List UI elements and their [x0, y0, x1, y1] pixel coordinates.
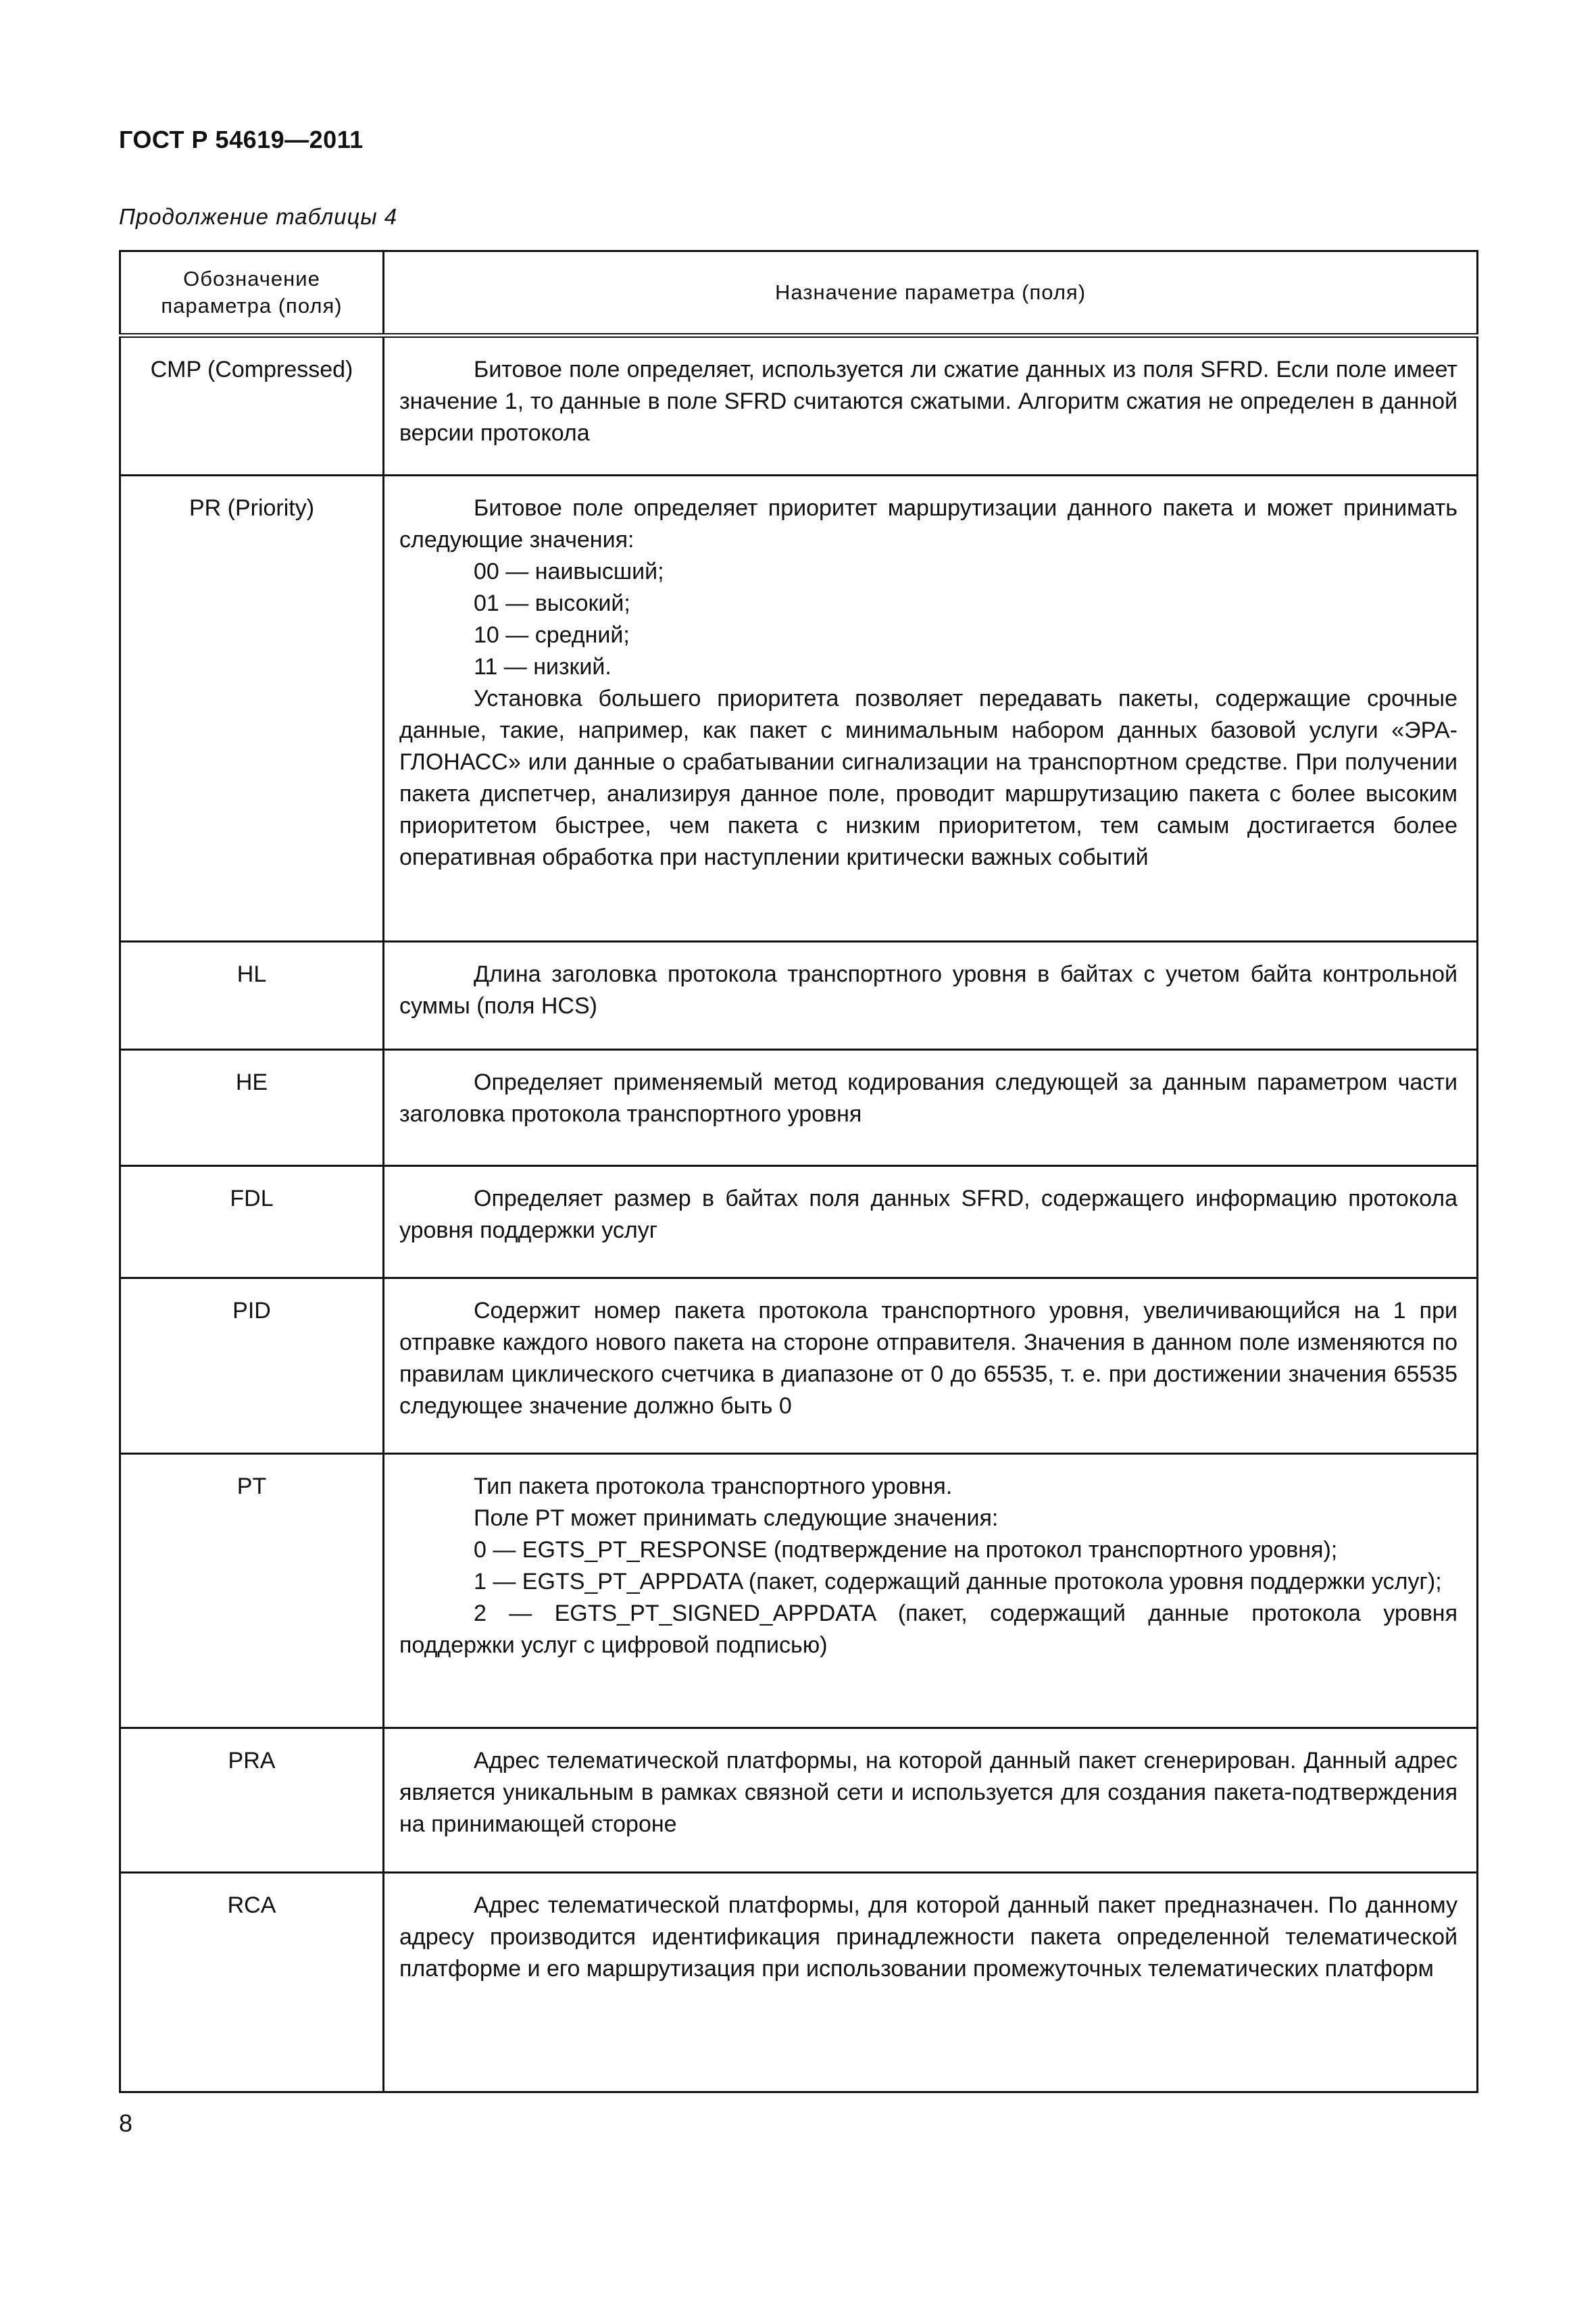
page-number: 8	[119, 2109, 133, 2137]
table-caption: Продолжение таблицы 4	[119, 204, 398, 229]
table-row	[120, 942, 1478, 1050]
table-row	[120, 1454, 1478, 1728]
param-description	[384, 1166, 1478, 1278]
table-row	[120, 1050, 1478, 1166]
param-code: PID	[120, 1278, 384, 1454]
description-paragraph: Установка большего приоритета позволяет передавать пакеты, содержащие срочные данные, такие, например, как пакет с минимальным набором данных базовой услуги «ЭРА-ГЛОНАСС» или данные о срабатывании сигнализации на транспортном средстве. При получении пакета диспетчер, анализируя данное поле, проводит маршрутизацию пакета с более высоким приоритетом быстрее, чем пакета с низким приоритетом, тем самым достигается более оперативная обработка при наступлении критически важных событий	[399, 686, 1457, 870]
value-list-item: 0 — EGTS_PT_RESPONSE (подтверждение на протокол транспортного уровня);	[474, 1537, 1338, 1563]
description-paragraph: Определяет размер в байтах поля данных SFRD, содержащего информацию протокола уровня поддержки услуг	[399, 1186, 1457, 1243]
value-list-item: 00 — наивысший;	[474, 559, 664, 584]
description-paragraph: Содержит номер пакета протокола транспортного уровня, увеличивающийся на 1 при отправке каждого нового пакета на стороне отправителя. Значения в данном поле изменяются по правилам циклического счетчика в диапазоне от 0 до 65535, т. е. при достижении значения 65535 следующее значение должно быть 0	[399, 1298, 1457, 1419]
value-list-item: 01 — высокий;	[474, 590, 630, 616]
param-code: PR (Priority)	[120, 476, 384, 942]
param-code: PT	[120, 1454, 384, 1728]
header-cell-description: Назначение параметра (поля)	[384, 251, 1478, 336]
param-description	[384, 1728, 1478, 1873]
param-description	[384, 1454, 1478, 1728]
value-list-item: 1 — EGTS_PT_APPDATA (пакет, содержащий данные протокола уровня поддержки услуг);	[474, 1569, 1442, 1594]
param-description	[384, 476, 1478, 942]
param-code: CMP (Compressed)	[120, 336, 384, 476]
description-paragraph: Тип пакета протокола транспортного уровня.	[474, 1474, 953, 1499]
table-row	[120, 336, 1478, 476]
table-row	[120, 1166, 1478, 1278]
param-description	[384, 1873, 1478, 2092]
table-row	[120, 1728, 1478, 1873]
param-code: PRA	[120, 1728, 384, 1873]
param-code: RCA	[120, 1873, 384, 2092]
description-paragraph: Битовое поле определяет приоритет маршрутизации данного пакета и может принимать следующие значения:	[399, 495, 1457, 553]
param-code: FDL	[120, 1166, 384, 1278]
parameters-table	[119, 250, 1478, 2093]
description-paragraph: Длина заголовка протокола транспортного уровня в байтах с учетом байта контрольной суммы (поля HCS)	[399, 961, 1457, 1019]
param-code: HL	[120, 942, 384, 1050]
description-paragraph: Поле PT может принимать следующие значения:	[474, 1505, 999, 1531]
document-title: ГОСТ Р 54619—2011	[119, 126, 364, 153]
param-description	[384, 336, 1478, 476]
header-cell-code: Обозначение параметра (поля)	[120, 251, 384, 336]
description-paragraph: Определяет применяемый метод кодирования следующей за данным параметром части заголовка протокола транспортного уровня	[399, 1070, 1457, 1127]
param-description	[384, 942, 1478, 1050]
value-list-item: 11 — низкий.	[474, 654, 612, 680]
table-row	[120, 1278, 1478, 1454]
param-code: HE	[120, 1050, 384, 1166]
value-list-item: 2 — EGTS_PT_SIGNED_APPDATA (пакет, содержащий данные протокола уровня поддержки услуг с цифровой подписью)	[399, 1601, 1457, 1658]
param-description	[384, 1050, 1478, 1166]
table-row	[120, 476, 1478, 942]
table-row	[120, 1873, 1478, 2092]
description-paragraph: Адрес телематической платформы, на которой данный пакет сгенерирован. Данный адрес является уникальным в рамках связной сети и используется для создания пакета-подтверждения на принимающей стороне	[399, 1748, 1457, 1837]
value-list-item: 10 — средний;	[474, 622, 630, 648]
param-description	[384, 1278, 1478, 1454]
description-paragraph: Адрес телематической платформы, для которой данный пакет предназначен. По данному адресу производится идентификация принадлежности пакета определенной телематической платформе и его маршрутизация при использовании промежуточных телематических платформ	[399, 1892, 1457, 1982]
table-header	[120, 251, 1478, 336]
description-paragraph: Битовое поле определяет, используется ли сжатие данных из поля SFRD. Если поле имеет значение 1, то данные в поле SFRD считаются сжатыми. Алгоритм сжатия не определен в данной версии протокола	[399, 357, 1457, 446]
